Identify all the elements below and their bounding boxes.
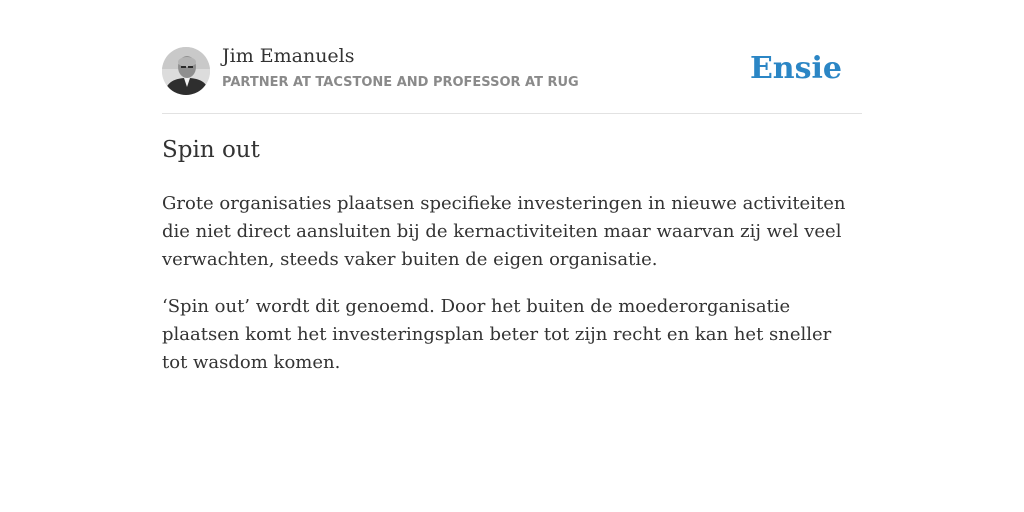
author-name[interactable]: Jim Emanuels: [222, 45, 355, 67]
avatar[interactable]: [162, 47, 210, 95]
author-portrait-icon: [162, 47, 210, 95]
author-role: PARTNER AT TACSTONE AND PROFESSOR AT RUG: [222, 75, 579, 90]
entry-card: [162, 0, 862, 373]
entry-title: Spin out: [162, 137, 260, 163]
ensie-logo[interactable]: Ensie: [749, 51, 842, 86]
entry-body: [162, 190, 862, 396]
entry-paragraph: ‘Spin out’ wordt dit genoemd. Door het buiten de moederorganisatie plaatsen komt het investeringsplan beter tot zijn recht en kan het sneller tot wasdom komen.: [162, 296, 832, 373]
entry-paragraph: Grote organisaties plaatsen specifieke investeringen in nieuwe activiteiten die niet direct aansluiten bij de kernactiviteiten maar waarvan zij wel veel verwachten, steeds vaker buiten de eigen organisatie.: [162, 193, 846, 270]
entry-header: [162, 0, 862, 114]
